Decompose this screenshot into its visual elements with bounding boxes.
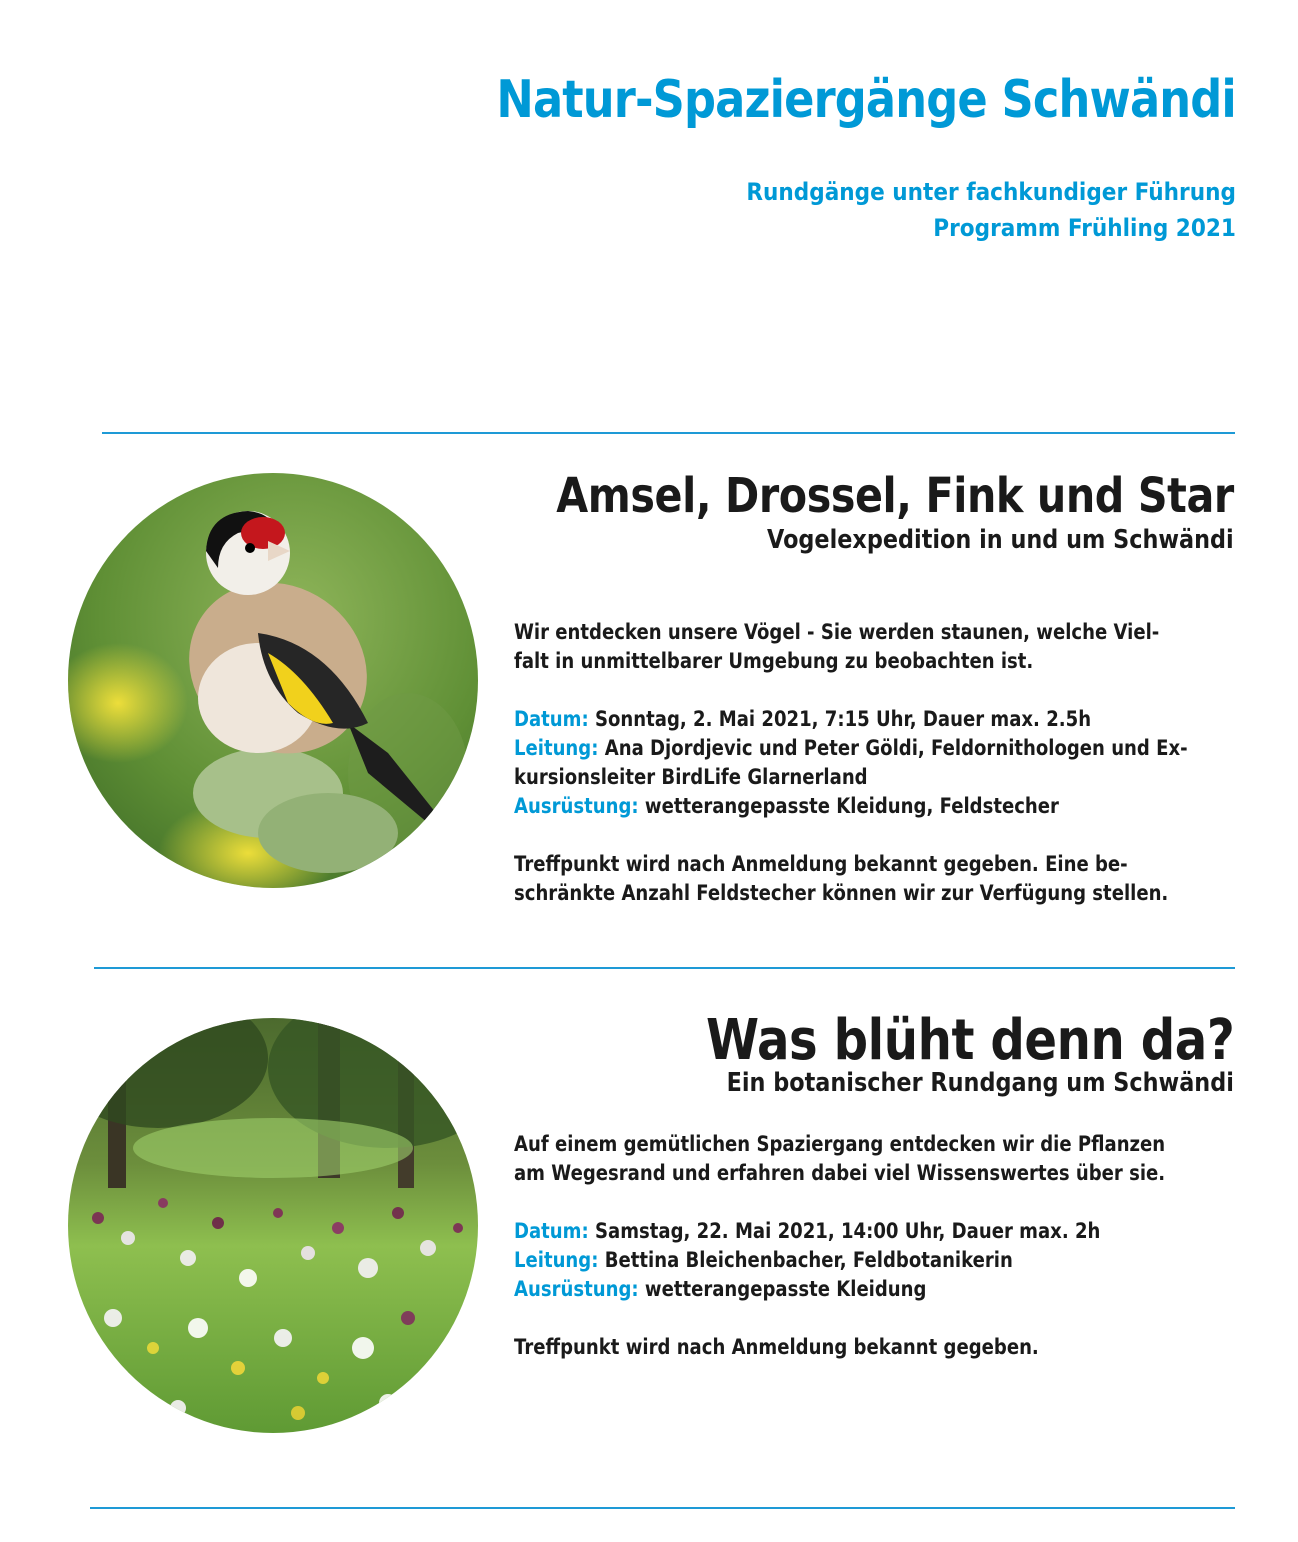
event-subtitle-flowers: Ein botanischer Rundgang um Schwändi xyxy=(726,1068,1234,1098)
page-subtitle xyxy=(746,174,1236,246)
detail-lead: Leitung: Bettina Bleichenbacher, Feldbotanikerin xyxy=(514,1248,1013,1272)
event-intro-birds: Wir entdecken unsere Vögel - Sie werden staunen, welche Viel- falt in unmittelbarer Umgebung zu beobachten ist. xyxy=(514,620,1160,673)
page-title: Natur-Spaziergänge Schwändi xyxy=(496,70,1236,130)
detail-lead: Leitung: Ana Djordjevic und Peter Göldi, Feldornithologen und Ex- xyxy=(514,736,1188,760)
event-note-flowers: Treffpunkt wird nach Anmeldung bekannt gegeben. xyxy=(514,1335,1039,1359)
detail-equipment: Ausrüstung: wetterangepasste Kleidung xyxy=(514,1277,927,1301)
goldfinch-photo xyxy=(68,473,478,888)
event-body-birds xyxy=(514,618,1188,937)
divider-middle xyxy=(94,967,1235,969)
subtitle-line-guided-tours: Rundgänge unter fachkundiger Führung xyxy=(746,178,1236,206)
event-intro-flowers: Auf einem gemütlichen Spaziergang entdecken wir die Pflanzen am Wegesrand und erfahren dabei viel Wissenswertes über sie. xyxy=(514,1132,1166,1185)
event-subtitle-birds: Vogelexpedition in und um Schwändi xyxy=(767,525,1234,555)
detail-equipment: Ausrüstung: wetterangepasste Kleidung, Feldstecher xyxy=(514,794,1059,818)
event-body-flowers xyxy=(514,1130,1185,1391)
event-details-flowers xyxy=(514,1217,1185,1304)
divider-bottom xyxy=(90,1507,1235,1509)
detail-date: Datum: Sonntag, 2. Mai 2021, 7:15 Uhr, Dauer max. 2.5h xyxy=(514,707,1092,731)
event-details-birds: Datum: Sonntag, 2. Mai 2021, 7:15 Uhr, Dauer max. 2.5h Leitung: Ana Djordjevic und Peter Göldi, Feldornithologen und Ex- kursionsleiter BirdLife Glarnerland Ausrüstung: wetterangepasste Kleidung, Feldstecher xyxy=(514,705,1185,821)
event-title-flowers: Was blüht denn da? xyxy=(705,1008,1234,1073)
detail-date: Datum: Samstag, 22. Mai 2021, 14:00 Uhr, Dauer max. 2h xyxy=(514,1219,1101,1243)
subtitle-line-program: Programm Frühling 2021 xyxy=(933,214,1236,242)
event-title-birds: Amsel, Drossel, Fink und Star xyxy=(556,468,1234,524)
event-note-birds: Treffpunkt wird nach Anmeldung bekannt gegeben. Eine be- schränkte Anzahl Feldstecher können wir zur Verfügung stellen. xyxy=(514,852,1169,905)
meadow-photo xyxy=(68,1018,478,1433)
divider-top xyxy=(102,432,1235,434)
